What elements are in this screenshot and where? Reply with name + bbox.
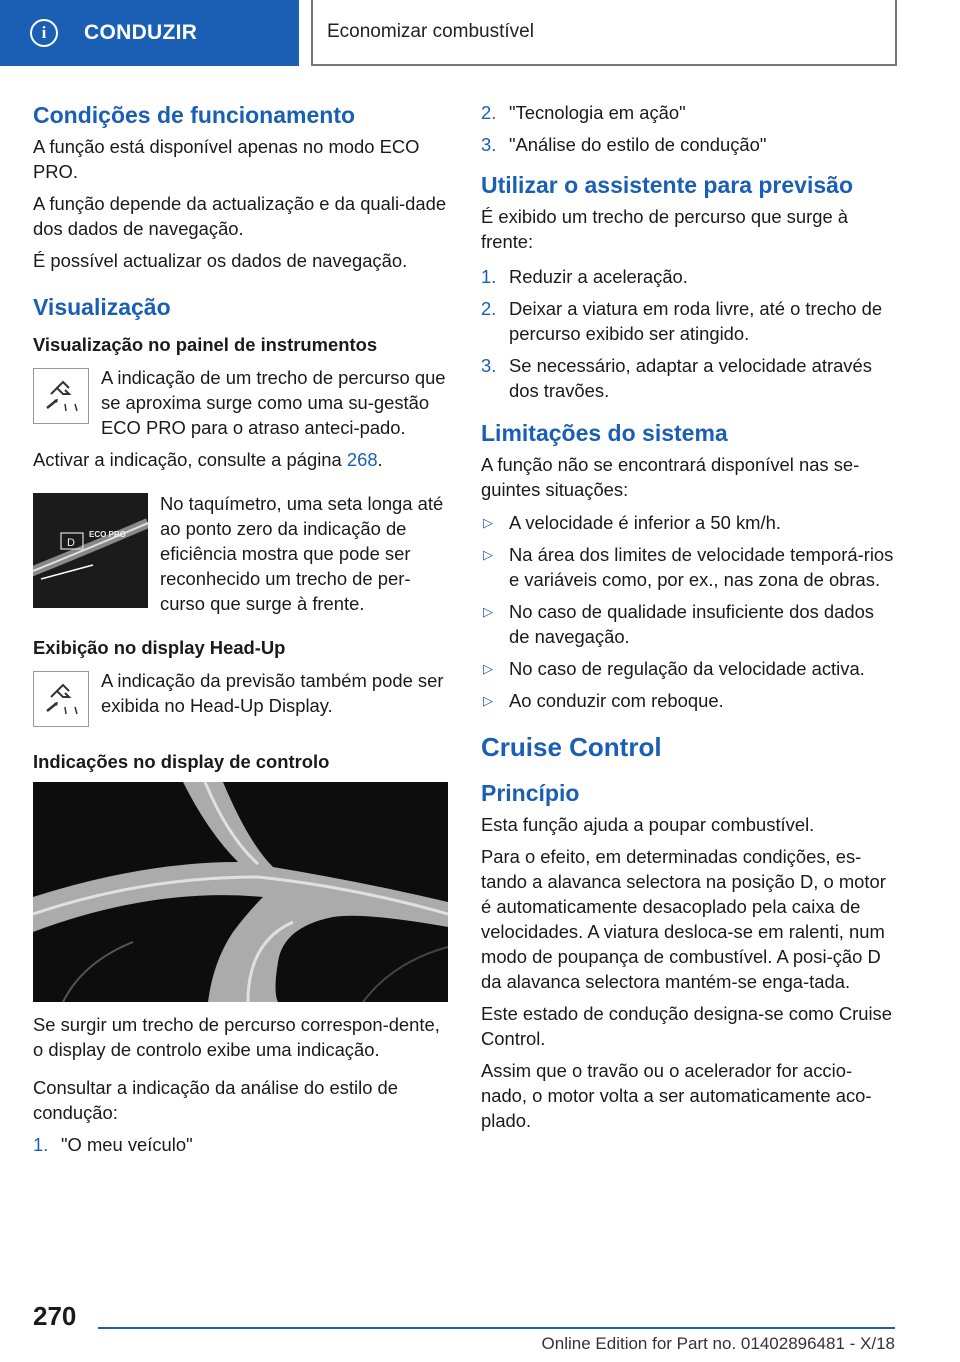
heading-visualization: Visualização: [33, 294, 171, 320]
page-link[interactable]: 268: [346, 449, 378, 470]
list-item: ▷ Na área dos limites de velocidade temporá-rios e variáveis como, por ex., nas zona de obras.: [483, 544, 894, 590]
paragraph: Este estado de condução designa-se como Cruise Control.: [481, 1003, 892, 1049]
list-item: ▷ No caso de regulação da velocidade activa.: [483, 658, 865, 679]
header-section-tab: [0, 0, 299, 66]
analysis-list: [33, 1132, 448, 1157]
paragraph: A função não se encontrará disponível nas se-guintes situações:: [481, 454, 860, 500]
paragraph: A indicação da previsão também pode ser exibida no Head-Up Display.: [101, 670, 444, 716]
subheading-instrument-panel: Visualização no painel de instrumentos: [33, 334, 378, 355]
heading-limitations: Limitações do sistema: [481, 420, 728, 446]
list-item: 3. "Análise do estilo de condução": [481, 134, 767, 155]
steps-list: [481, 264, 897, 403]
edition-note: Online Edition for Part no. 01402896481 - X/18: [541, 1334, 895, 1353]
bullet-triangle-icon: ▷: [483, 693, 493, 708]
heading-use-assistant: Utilizar o assistente para previsão: [481, 172, 853, 198]
paragraph: É exibido um trecho de percurso que surge à frente:: [481, 206, 849, 252]
list-item: 2. Deixar a viatura em roda livre, até o trecho de percurso exibido ser atingido.: [481, 298, 883, 344]
paragraph: No taquímetro, uma seta longa até ao ponto zero da indicação de eficiência mostra que pode ser reconhecido um trecho de per-curso que surge à frente.: [160, 493, 444, 614]
bullet-triangle-icon: ▷: [483, 661, 493, 676]
paragraph: A função está disponível apenas no modo ECO PRO.: [33, 136, 420, 182]
paragraph: Activar a indicação, consulte a página 268.: [33, 449, 383, 470]
list-item: 3. Se necessário, adaptar a velocidade através dos travões.: [481, 355, 872, 401]
subheading-control-display: Indicações no display de controlo: [33, 751, 330, 772]
tachometer-image: [33, 493, 148, 608]
eco-pro-road-hint-icon: [33, 671, 89, 727]
left-column: [33, 100, 448, 1164]
info-circle-icon: i: [30, 19, 58, 47]
paragraph: Assim que o travão ou o acelerador for accio-nado, o motor volta a ser automaticamente aco-plado.: [481, 1060, 872, 1131]
heading-cruise-control: Cruise Control: [481, 732, 662, 762]
list-item: 1. Reduzir a aceleração.: [481, 266, 688, 287]
analysis-list-continued: [481, 100, 897, 157]
heading-principle: Princípio: [481, 780, 580, 806]
eco-pro-road-hint-icon: [33, 368, 89, 424]
list-item: ▷ No caso de qualidade insuficiente dos dados de navegação.: [483, 601, 875, 647]
paragraph: Para o efeito, em determinadas condições, es-tando a alavanca selectora na posição D, o motor é automaticamente desacoplado pela caixa de velocidades. A viatura desloca-se em ralenti, num modo de poupança de combustível. A posi-ção D da alavanca selectora mantém-se enga-tada.: [481, 846, 886, 992]
paragraph: Consultar a indicação da análise do estilo de condução:: [33, 1077, 398, 1123]
page-number: 270: [33, 1301, 77, 1331]
paragraph: É possível actualizar os dados de navegação.: [33, 250, 408, 271]
heading-conditions: Condições de funcionamento: [33, 102, 356, 128]
footer-divider: [98, 1327, 895, 1329]
svg-text:ECO PRO: ECO PRO: [89, 530, 126, 539]
chapter-title: Economizar combustível: [311, 0, 897, 66]
list-item: ▷ Ao conduzir com reboque.: [483, 690, 724, 711]
section-title: CONDUZIR: [84, 21, 198, 44]
paragraph: Esta função ajuda a poupar combustível.: [481, 814, 815, 835]
list-item: 2. "Tecnologia em ação": [481, 102, 686, 123]
paragraph: A função depende da actualização e da quali-dade dos dados de navegação.: [33, 193, 447, 239]
bullet-triangle-icon: ▷: [483, 515, 493, 530]
list-item: 1. "O meu veículo": [33, 1134, 193, 1155]
right-column: [481, 100, 897, 1140]
svg-text:D: D: [67, 537, 75, 549]
bullet-triangle-icon: ▷: [483, 547, 493, 562]
bullet-triangle-icon: ▷: [483, 604, 493, 619]
paragraph: Se surgir um trecho de percurso correspon-dente, o display de controlo exibe uma indicação.: [33, 1014, 440, 1060]
road-forecast-image: [33, 782, 448, 1002]
list-item: ▷ A velocidade é inferior a 50 km/h.: [483, 512, 781, 533]
paragraph: A indicação de um trecho de percurso que se aproxima surge como uma su-gestão ECO PRO para o atraso anteci-pado.: [101, 367, 446, 438]
subheading-head-up: Exibição no display Head-Up: [33, 637, 286, 658]
limitations-list: [481, 510, 897, 713]
